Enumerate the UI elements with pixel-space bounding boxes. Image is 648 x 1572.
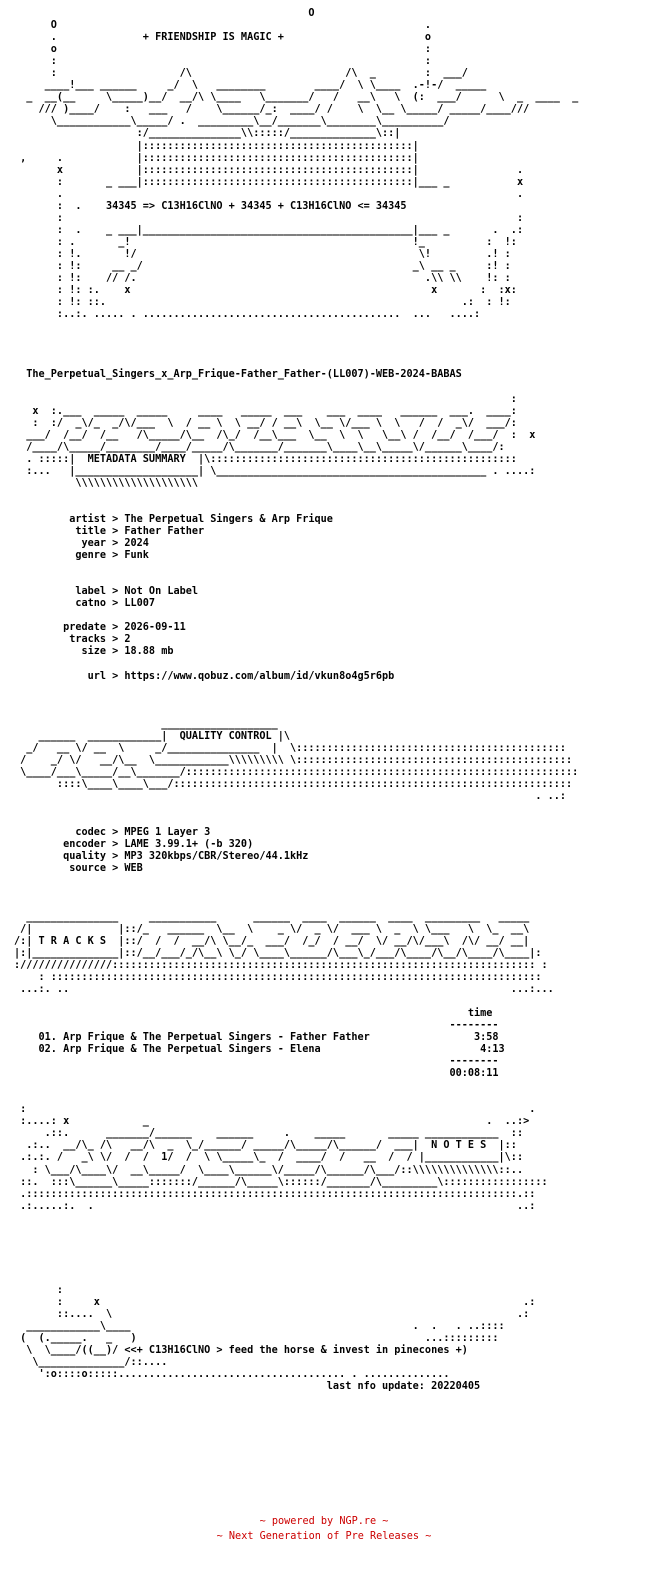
footer-powered-by[interactable]: ~ powered by NGP.re ~	[259, 1516, 389, 1527]
footer-tagline: ~ Next Generation of Pre Releases ~	[216, 1531, 432, 1542]
nfo-ascii-text: O O . . + FRIENDSHIP IS MAGIC + o o : : : : /\ /\ _ : ___/ ____!___ ______ _/ \ ________ ____/ \ \____ .-!-/ _____ _ __(__ \_____)__/ __/\ \____ \_______/ / __\ \ (: ___/ \ _ ____ _ /// )____/ : ___ / \______/_: ____/ / \ \__ \_____/ _____/____/// \____________\_____/ . _________\__/_______\________\__________/ :/_______________\\:::::/______________\::| |::::::::::::::::::::::::::::::::::::::::::::| , . |::::::::::::::::::::::::::::::::::::::::::::| x |::::::::::::::::::::::::::::::::::::::::::::| . : _ ___|::::::::::::::::::::::::::::::::::::::::::::|___ _ x . . : . 34345 => C13H16ClNO + 34345 + C13H16ClNO <= 34345 : : : . _ ___|____________________________________________|___ _ . .: : . _! !_ : !: : !. !/ \! .! : : !: __ _/ _\ __ _ :! : : !: // /. .\\ \\ !: : : !: :. x x : :x: : !: ::. .: : !: :..:. ..... . .......................................... ... ....: The_Perpetual_Singers_x_Arp_Frique-Father_Father-(LL007)-WEB-2024-BABAS : x :.___ _____ _____ ____ _____ ___ ___ ____ ______ ___. ____: : :/ _\/_ _/\/___ \ / __ \ \ __/ / __\ \__ \/___ \ \ / / _\/ ___/: ___/ /__/ /__ /\_____/\__ /\_/ /__\___ \__ \ \ \__\ / /__/ /___/ : x /____/\_____/________/____/_____/\_______/_______\____\__\_____\/______\____/: . :::::| METADATA SUMMARY |\:::::::::::::::::::::::::::::::::::::::::::::::::: :... |____________________| \____________________________________________ . ....: \\\\\\\\\\\\\\\\\\\\ artist > The Perpetual Singers & Arp Frique title > Father Father year > 2024 genre > Funk label > Not On Label catno > LL007 predate > 2026-09-11 tracks > 2 size > 18.88 mb url > https://www.qobuz.com/album/id/vkun8o4g5r6pb ___________________ ______ ____________| QUALITY CONTROL |\ _/ __ \/ __ \ _/_______________ | \:::::::::::::::::::::::::::::::::::::::::::: / _/ \/ __/\__ \____________\\\\\\\\\ \::::::::::::::::::::::::::::::::::::::::::::: \____/___\_____/__\_______/:::::::::::::::::::::::::::::::::::::::::::::::::::::::::::::::: ::::\____\____\___/::::::::::::::::::::::::::::::::::::::::::::::::::::::::::::::::: . ..: codec > MPEG 1 Layer 3 encoder > LAME 3.99.1+ (-b 320) quality > MP3 320kbps/CBR/Stereo/44.1kHz source > WEB _______________ ___________ ______ ____ ______ ____ _________ _____ /| |::/_ ______ \__ \ _ \/ _ \/ ___ \ _ \ \___ \ \_ __\ /:| T R A C K S |::/ / / __/\ \__/_ ___/ /_/ / __/ \/ __/\/___\ /\/ __/ __| |:|______________|::/__/___/_/\__\ \_/ \____\______/\___\_/___/\____/\__/\____/\____|: :///////////////::::::::::::::::::::::::::::::::::::::::::::::::::::::::::::::::::::: : : :::::::::::::::::::::::::::::::::::::::::::::::::::::::::::::::::::::::::::::::: ...:. .. ...:... time -------- 01. Arp Frique & The Perpetual Singers - Father Father 3:58 02. Arp Frique & The Perpetual Singers - Elena 4:13 -------- 00:08:11 : . :....: x _ . ..:> .::. _______/______ ______ . _____ _____ ____________ :: .:.. __/\_ /\ __/\ _ \_/______/ _____/\_____/\______/ ___| N O T E S |:: .:.:. / _\ \/ / / 1/ / \ \_____\_ / ____/ / __ / / |____________|\:: : \___/\____\/ __\_____/ \____\______\/_____/\______/\___/::\\\\\\\\\\\\\\::.. ::. :::\______\_____:::::::/______/\_____\::::::/_______/\_________\::::::::::::::::: .::::::::::::::::::::::::::::::::::::::::::::::::::::::::::::::::::::::::::::::::.:: .:.....:. . ..: : : x .: ::.... \ .: ____________\____ . . . ..:::: ( (._____. _ ) ...::::::::: \ \____/((__)/ <<+ C13H16ClNO > feed the horse & invest in pinecones +) \______________/::.... ':o::::o:::::..................................... . .............. last nfo update: 20220405	[14, 8, 579, 1393]
